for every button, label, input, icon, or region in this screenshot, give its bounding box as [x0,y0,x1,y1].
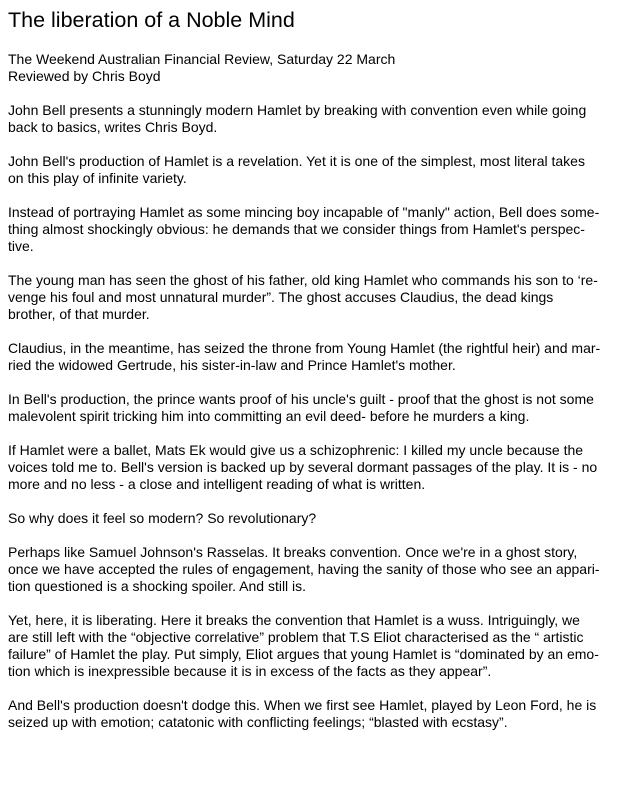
body-paragraph [8,612,608,680]
paragraph-line: So why does it feel so modern? So revolutionary? [8,510,317,526]
paragraph-line: once we have accepted the rules of engagement, having the sanity of those who see an appari- [8,561,600,577]
paragraph-line: Claudius, in the meantime, has seized the throne from Young Hamlet (the rightful heir) and mar- [8,340,601,356]
paragraph-line: voices told me to. Bell's version is backed up by several dormant passages of the play. It is - no [8,459,598,475]
article-meta [8,51,608,85]
paragraph-line: Instead of portraying Hamlet as some mincing boy incapable of "manly" action, Bell does some- [8,204,600,220]
paragraph-line: ried the widowed Gertrude, his sister-in-law and Prince Hamlet's mother. [8,357,456,373]
paragraph-line: Perhaps like Samuel Johnson's Rasselas. It breaks convention. Once we're in a ghost story, [8,544,578,560]
paragraph-line: In Bell's production, the prince wants proof of his uncle's guilt - proof that the ghost is not some [8,391,594,407]
paragraph-line: John Bell presents a stunningly modern Hamlet by breaking with convention even while going [8,102,587,118]
body-paragraph [8,153,608,187]
article-title: The liberation of a Noble Mind [8,8,295,32]
paragraph-line: Yet, here, it is liberating. Here it breaks the convention that Hamlet is a wuss. Intriguingly, we [8,612,580,628]
paragraph-line: tion which is inexpressible because it is in excess of the facts as they appear”. [8,663,492,679]
body-paragraph [8,102,608,136]
publication-line: The Weekend Australian Financial Review, Saturday 22 March [8,51,396,67]
paragraph-line: thing almost shockingly obvious: he demands that we consider things from Hamlet's perspec- [8,221,585,237]
paragraph-line: more and no less - a close and intelligent reading of what is written. [8,476,426,492]
article-body [8,102,608,731]
article [8,6,608,748]
body-paragraph [8,442,608,493]
paragraph-line: failure” of Hamlet the play. Put simply, Eliot argues that young Hamlet is “dominated by an emo- [8,646,599,662]
paragraph-line: venge his foul and most unnatural murder”. The ghost accuses Claudius, the dead kings [8,289,554,305]
paragraph-line: tion questioned is a shocking spoiler. And still is. [8,578,307,594]
paragraph-line: seized up with emotion; catatonic with conflicting feelings; “blasted with ecstasy”. [8,714,508,730]
body-paragraph [8,544,608,595]
paragraph-line: John Bell's production of Hamlet is a revelation. Yet it is one of the simplest, most literal takes [8,153,585,169]
paragraph-line: The young man has seen the ghost of his father, old king Hamlet who commands his son to ‘re- [8,272,598,288]
body-paragraph [8,510,608,527]
body-paragraph [8,272,608,323]
paragraph-line: back to basics, writes Chris Boyd. [8,119,218,135]
paragraph-line: And Bell's production doesn't dodge this. When we first see Hamlet, played by Leon Ford, he is [8,697,597,713]
paragraph-line: brother, of that murder. [8,306,150,322]
reviewer-line: Reviewed by Chris Boyd [8,68,161,84]
paragraph-line: tive. [8,238,34,254]
paragraph-line: are still left with the “objective correlative” problem that T.S Eliot characterised as the “ artistic [8,629,584,645]
body-paragraph [8,391,608,425]
paragraph-line: on this play of infinite variety. [8,170,187,186]
body-paragraph [8,697,608,731]
paragraph-line: If Hamlet were a ballet, Mats Ek would give us a schizophrenic: I killed my uncle because the [8,442,584,458]
body-paragraph [8,340,608,374]
paragraph-line: malevolent spirit tricking him into committing an evil deed- before he murders a king. [8,408,530,424]
body-paragraph [8,204,608,255]
